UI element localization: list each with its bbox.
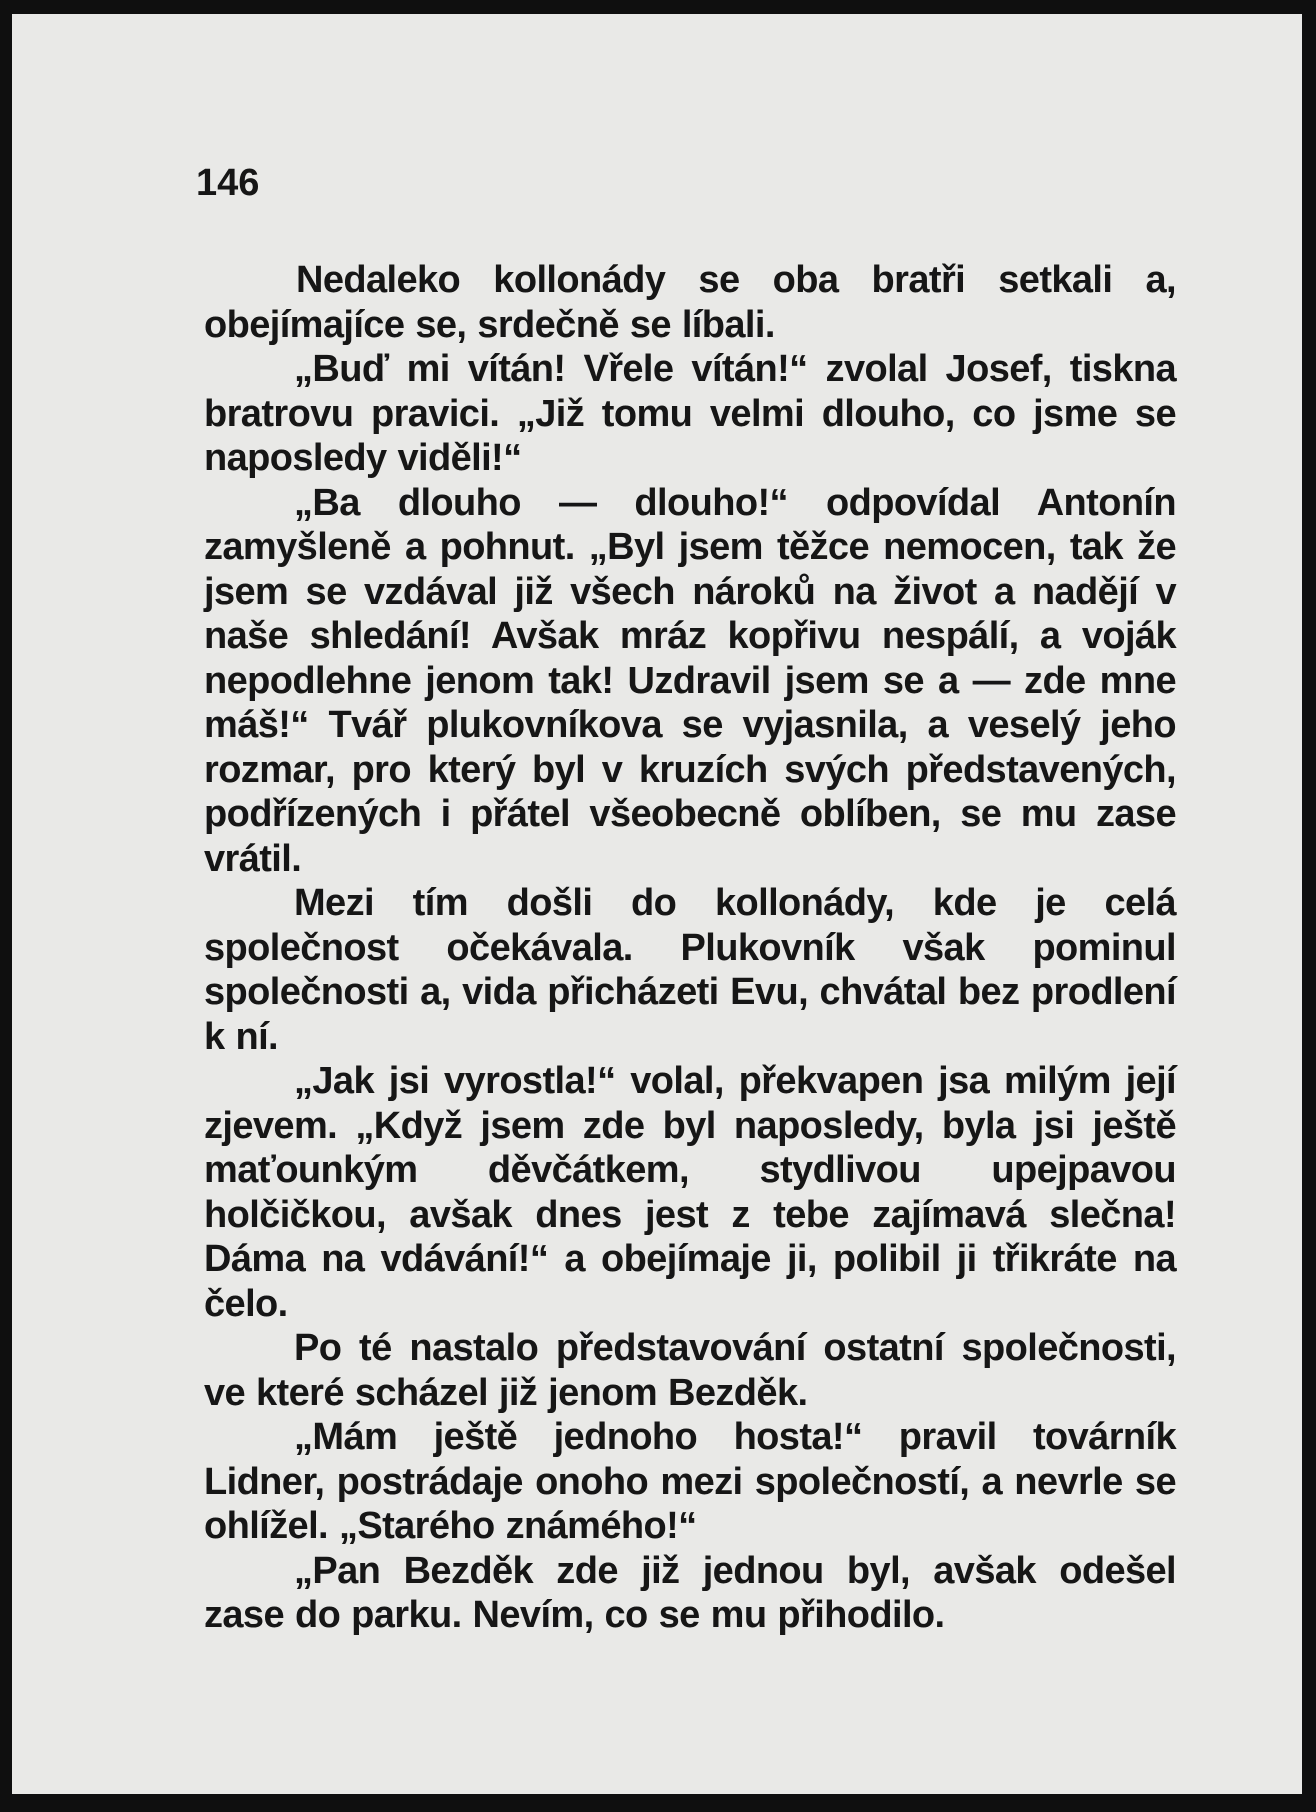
page-number: 146 <box>196 162 260 204</box>
paragraph: Nedaleko kollonády se oba bratři setkali a, obejímajíce se, srdečně se líbali. <box>204 259 1176 346</box>
body-text <box>204 258 1176 1638</box>
book-page <box>12 14 1302 1794</box>
paragraph: „Jak jsi vyrostla!“ volal, překvapen jsa milým její zjevem. „Když jsem zde byl naposledy, byla jsi ještě maťounkým děvčátkem, stydlivou upejpavou holčičkou, avšak dnes jest z tebe zajímavá slečna! Dáma na vdávání!“ a obejímaje ji, polibil ji třikráte na čelo. <box>204 1060 1176 1325</box>
paragraph: „Pan Bezděk zde již jednou byl, avšak odešel zase do parku. Nevím, co se mu přihodilo. <box>204 1549 1176 1636</box>
paragraph: „Mám ještě jednoho hosta!“ pravil továrník Lidner, postrádaje onoho mezi společností, a nevrle se ohlížel. „Starého známého!“ <box>204 1416 1176 1547</box>
paragraph: „Ba dlouho — dlouho!“ odpovídal Antonín zamyšleně a pohnut. „Byl jsem těžce nemocen, tak že jsem se vzdával již všech nároků na život a nadějí v naše shledání! Avšak mráz kopřivu nespálí, a voják nepodlehne jenom tak! Uzdravil jsem se a — zde mne máš!“ Tvář plukovníkova se vyjasnila, a veselý jeho rozmar, pro který byl v kruzích svých představených, podřízených i přátel všeobecně oblíben, se mu zase vrátil. <box>204 481 1176 880</box>
paragraph: „Buď mi vítán! Vřele vítán!“ zvolal Josef, tiskna bratrovu pravici. „Již tomu velmi dlouho, co jsme se naposledy viděli!“ <box>204 348 1176 479</box>
paragraph: Po té nastalo představování ostatní společnosti, ve které scházel již jenom Bezděk. <box>204 1327 1176 1414</box>
paragraph: Mezi tím došli do kollonády, kde je celá společnost očekávala. Plukovník však pominul společnosti a, vida přicházeti Evu, chvátal bez prodlení k ní. <box>204 882 1176 1058</box>
